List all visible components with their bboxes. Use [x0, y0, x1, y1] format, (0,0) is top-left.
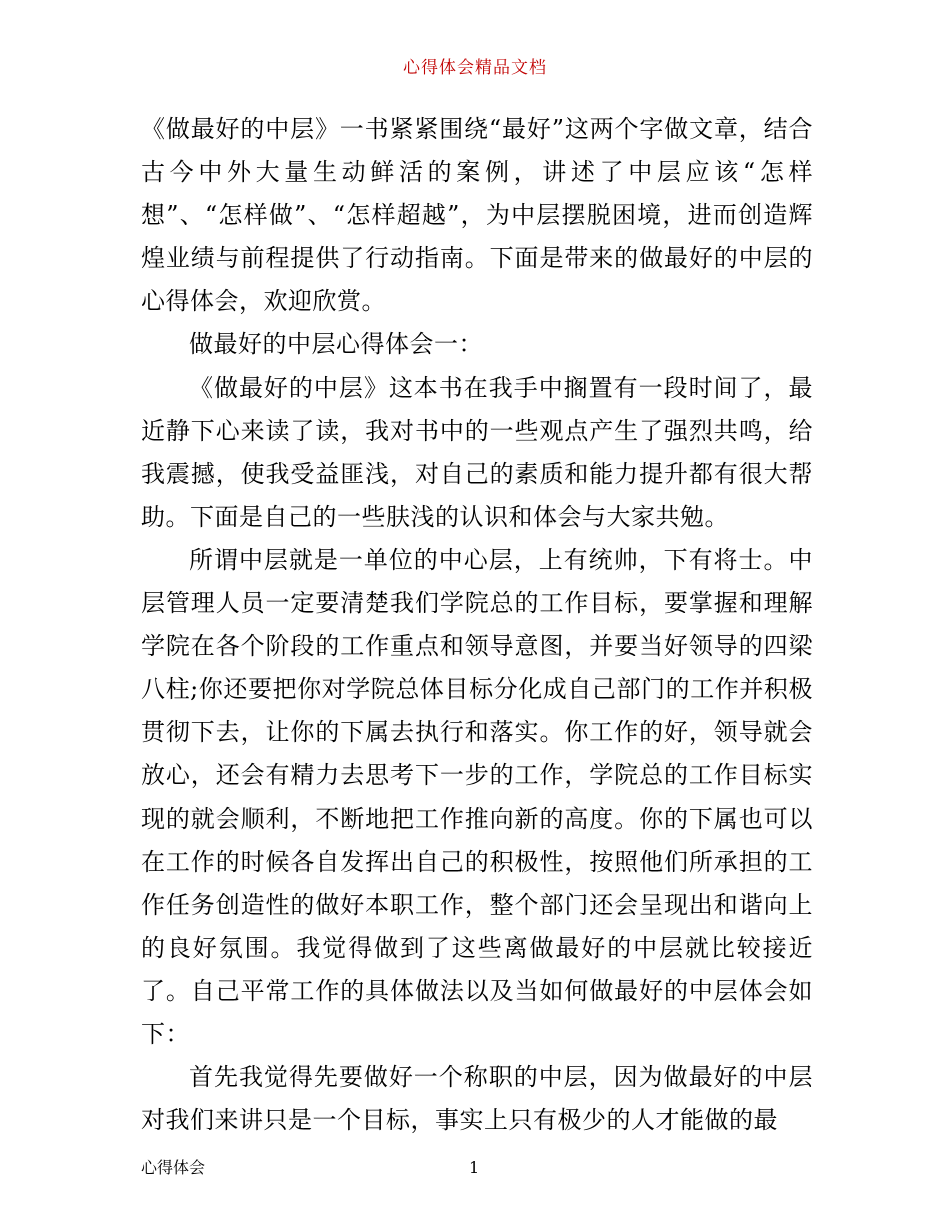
body-paragraph: 《做最好的中层》这本书在我手中搁置有一段时间了，最近静下心来读了读，我对书中的一些观点产生了强烈共鸣，给我震撼，使我受益匪浅，对自己的素质和能力提升都有很大帮助。下面是自己的一些肤浅的认识和体会与大家共勉。 — [141, 373, 813, 531]
footer-label: 心得体会 — [141, 1158, 206, 1177]
document-body — [141, 108, 813, 1142]
page-header-title: 心得体会精品文档 — [403, 58, 547, 78]
section-heading: 做最好的中层心得体会一： — [189, 330, 483, 359]
page-number: 1 — [469, 1158, 480, 1177]
page-footer — [141, 1157, 813, 1179]
body-paragraph: 首先我觉得先要做好一个称职的中层，因为做最好的中层对我们来讲只是一个目标，事实上只有极少的人才能做的最 — [141, 1063, 813, 1135]
body-paragraph: 所谓中层就是一单位的中心层，上有统帅，下有将士。中层管理人员一定要清楚我们学院总的工作目标，要掌握和理解学院在各个阶段的工作重点和领导意图，并要当好领导的四梁八柱;你还要把你对学院总体目标分化成自己部门的工作并积极贯彻下去，让你的下属去执行和落实。你工作的好，领导就会放心，还会有精力去思考下一步的工作，学院总的工作目标实现的就会顺利，不断地把工作推向新的高度。你的下属也可以在工作的时候各自发挥出自己的积极性，按照他们所承担的工作任务创造性的做好本职工作，整个部门还会呈现出和谐向上的良好氛围。我觉得做到了这些离做最好的中层就比较接近了。自己平常工作的具体做法以及当如何做最好的中层体会如下： — [141, 545, 813, 1048]
intro-paragraph: 《做最好的中层》一书紧紧围绕“最好”这两个字做文章，结合古今中外大量生动鲜活的案例，讲述了中层应该“怎样想”、“怎样做”、“怎样超越”，为中层摆脱困境，进而创造辉煌业绩与前程提供了行动指南。下面是带来的做最好的中层的心得体会，欢迎欣赏。 — [141, 115, 813, 316]
